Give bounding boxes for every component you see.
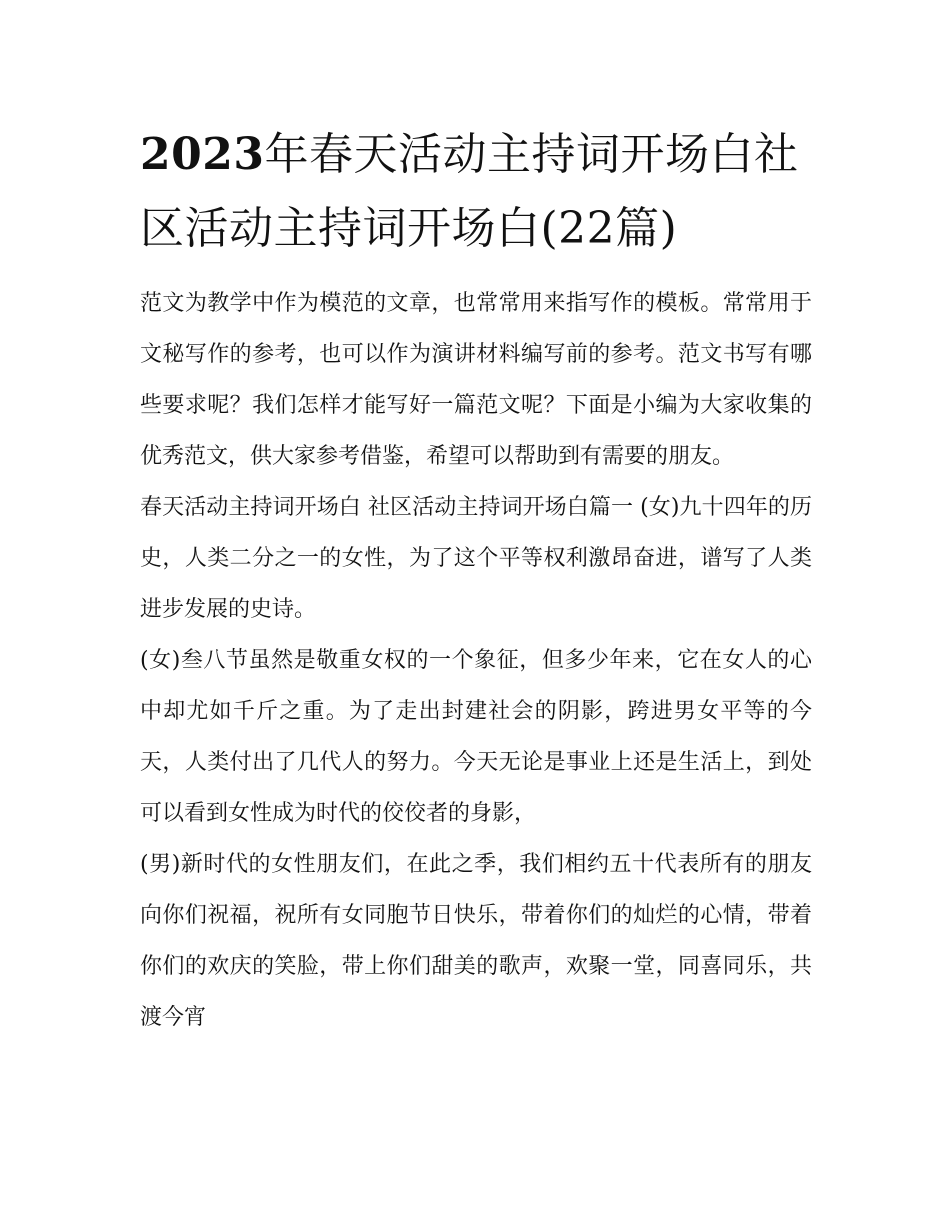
paragraph-2: (女)叁八节虽然是敬重女权的一个象征，但多少年来，它在女人的心中却尤如千斤之重。为了走出封建社会的阴影，跨进男女平等的今天，人类付出了几代人的努力。今天无论是事业上还是生活上，到处可以看到女性成为时代的佼佼者的身影， xyxy=(140,648,812,826)
title-text: 年春天活动主持词开场白社区活动主持词开场白(22篇) xyxy=(140,129,799,254)
title-year: 2023 xyxy=(140,129,265,180)
paragraph-intro: 范文为教学中作为模范的文章，也常常用来指写作的模板。常常用于文秘写作的参考，也可以作为演讲材料编写前的参考。范文书写有哪些要求呢？我们怎样才能写好一篇范文呢？下面是小编为大家收集的优秀范文，供大家参考借鉴，希望可以帮助到有需要的朋友。 xyxy=(140,291,812,469)
paragraph-1: 春天活动主持词开场白 社区活动主持词开场白篇一 (女)九十四年的历史，人类二分之一的女性，为了这个平等权利激昂奋进，谱写了人类进步发展的史诗。 xyxy=(140,495,812,622)
document-title xyxy=(140,118,812,266)
document-body xyxy=(140,278,812,1043)
document-page xyxy=(140,118,812,1043)
paragraph-3: (男)新时代的女性朋友们，在此之季，我们相约五十代表所有的朋友向你们祝福，祝所有女同胞节日快乐，带着你们的灿烂的心情，带着你们的欢庆的笑脸，带上你们甜美的歌声，欢聚一堂，同喜同乐，共渡今宵 xyxy=(140,852,812,1030)
